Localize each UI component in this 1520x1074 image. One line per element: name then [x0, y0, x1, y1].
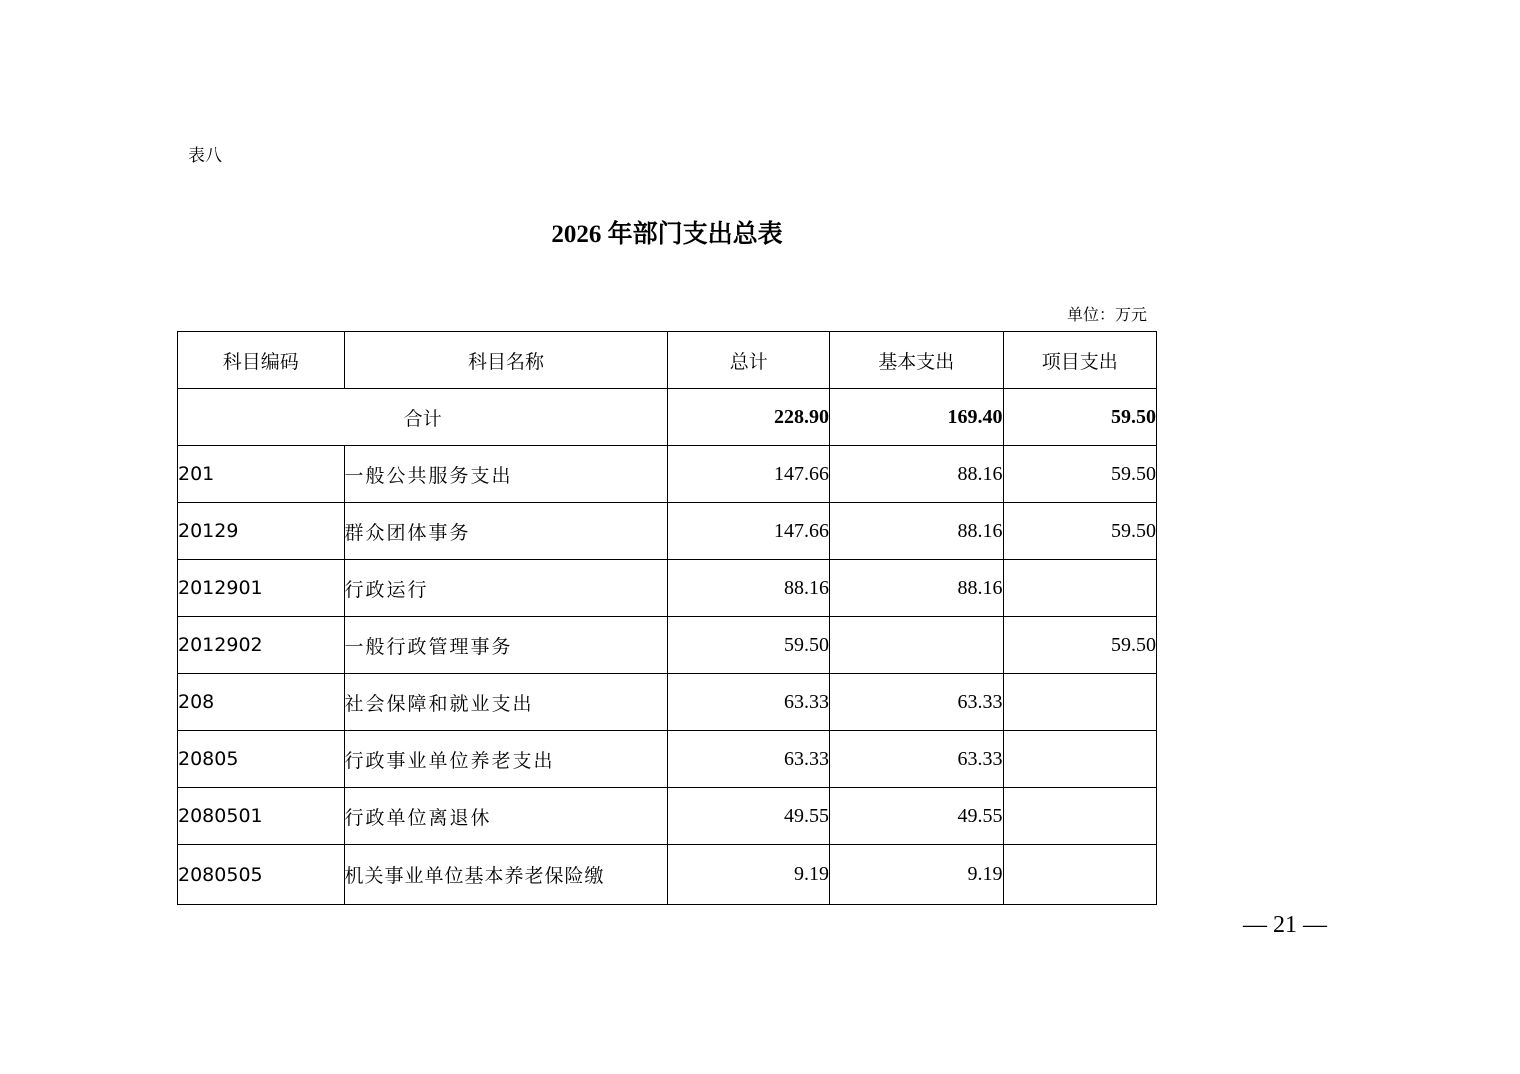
row-name: 社会保障和就业支出	[344, 674, 668, 731]
total-row-basic: 169.40	[829, 389, 1003, 446]
row-basic: 63.33	[829, 674, 1003, 731]
row-basic: 88.16	[829, 446, 1003, 503]
row-basic: 88.16	[829, 560, 1003, 617]
row-basic: 49.55	[829, 788, 1003, 845]
expenditure-table	[177, 331, 1157, 905]
row-code: 2080505	[178, 845, 345, 905]
row-total: 147.66	[668, 446, 829, 503]
table-row	[178, 731, 1157, 788]
header-project: 项目支出	[1003, 332, 1157, 389]
table-row	[178, 674, 1157, 731]
row-name: 群众团体事务	[344, 503, 668, 560]
row-total: 9.19	[668, 845, 829, 905]
row-project	[1003, 788, 1157, 845]
row-name: 行政运行	[344, 560, 668, 617]
row-project: 59.50	[1003, 617, 1157, 674]
total-row	[178, 389, 1157, 446]
table-label: 表八	[188, 146, 222, 166]
row-basic	[829, 617, 1003, 674]
row-name: 机关事业单位基本养老保险缴	[344, 845, 668, 905]
row-code: 20805	[178, 731, 345, 788]
header-row	[178, 332, 1157, 389]
row-basic: 63.33	[829, 731, 1003, 788]
header-basic: 基本支出	[829, 332, 1003, 389]
row-code: 2012901	[178, 560, 345, 617]
row-code: 2080501	[178, 788, 345, 845]
row-project	[1003, 560, 1157, 617]
header-code: 科目编码	[178, 332, 345, 389]
row-code: 208	[178, 674, 345, 731]
total-row-label: 合计	[178, 389, 668, 446]
table-row	[178, 560, 1157, 617]
row-total: 88.16	[668, 560, 829, 617]
row-total: 49.55	[668, 788, 829, 845]
table-row	[178, 446, 1157, 503]
page-number: — 21 —	[1243, 912, 1327, 938]
header-total: 总计	[668, 332, 829, 389]
document-title: 2026 年部门支出总表	[551, 221, 783, 248]
row-project: 59.50	[1003, 446, 1157, 503]
row-total: 63.33	[668, 731, 829, 788]
table-row	[178, 503, 1157, 560]
row-project	[1003, 731, 1157, 788]
row-basic: 88.16	[829, 503, 1003, 560]
row-name: 一般行政管理事务	[344, 617, 668, 674]
row-basic: 9.19	[829, 845, 1003, 905]
row-project: 59.50	[1003, 503, 1157, 560]
row-project	[1003, 845, 1157, 905]
row-code: 2012902	[178, 617, 345, 674]
total-row-total: 228.90	[668, 389, 829, 446]
table-row	[178, 788, 1157, 845]
row-total: 59.50	[668, 617, 829, 674]
row-total: 63.33	[668, 674, 829, 731]
row-name: 行政事业单位养老支出	[344, 731, 668, 788]
row-code: 20129	[178, 503, 345, 560]
table-row	[178, 617, 1157, 674]
row-name: 行政单位离退休	[344, 788, 668, 845]
table-row	[178, 845, 1157, 905]
row-project	[1003, 674, 1157, 731]
header-name: 科目名称	[344, 332, 668, 389]
row-total: 147.66	[668, 503, 829, 560]
total-row-project: 59.50	[1003, 389, 1157, 446]
row-code: 201	[178, 446, 345, 503]
row-name: 一般公共服务支出	[344, 446, 668, 503]
unit-label: 单位：万元	[1066, 305, 1147, 324]
